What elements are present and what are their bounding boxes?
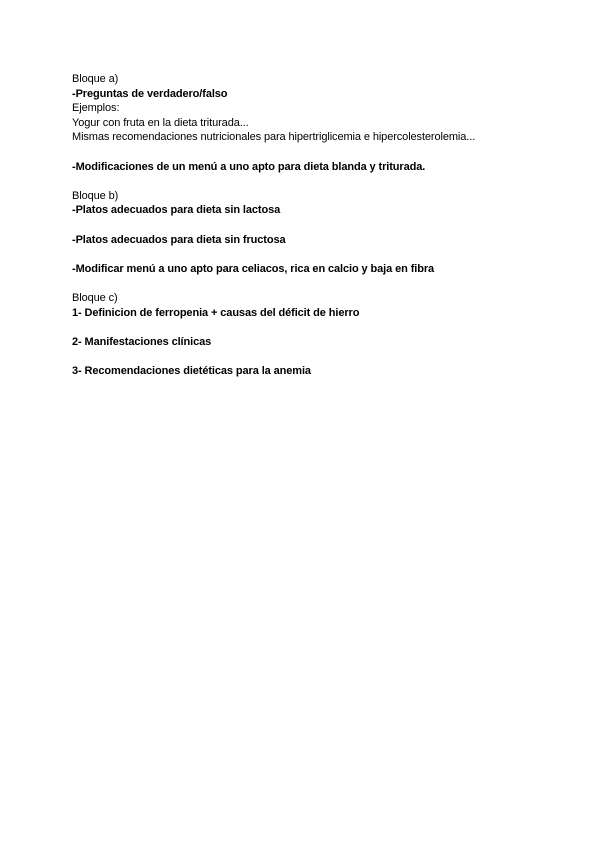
spacer	[72, 247, 572, 262]
spacer	[72, 218, 572, 233]
document-content	[72, 72, 572, 378]
block-a-true-false-item: -Preguntas de verdadero/falso	[72, 87, 228, 100]
block-a-heading: Bloque a)	[72, 73, 119, 85]
block-b-fructose-item: -Platos adecuados para dieta sin fructosa	[72, 233, 286, 246]
block-c-item-1: 1- Definicion de ferropenia + causas del déficit de hierro	[72, 306, 360, 319]
spacer	[72, 174, 572, 189]
block-c-item-3: 3- Recomendaciones dietéticas para la anemia	[72, 364, 311, 377]
block-b-heading: Bloque b)	[72, 189, 119, 202]
block-a-menu-modification-item: -Modificaciones de un menú a uno apto para dieta blanda y triturada.	[72, 160, 426, 173]
spacer	[72, 145, 572, 160]
block-b-lactose-item: -Platos adecuados para dieta sin lactosa	[72, 204, 281, 217]
spacer	[72, 276, 572, 291]
block-c-heading: Bloque c)	[72, 291, 118, 304]
block-b-celiac-item: -Modificar menú a uno apto para celiacos, rica en calcio y baja en fibra	[72, 262, 435, 275]
spacer	[72, 349, 572, 364]
spacer	[72, 320, 572, 335]
block-a-example-1: Yogur con fruta en la dieta triturada...	[72, 116, 249, 129]
block-c-item-2: 2- Manifestaciones clínicas	[72, 335, 212, 348]
block-a-example-2: Mismas recomendaciones nutricionales para hipertriglicemia e hipercolesterolemia...	[72, 131, 476, 144]
block-a-examples-label: Ejemplos:	[72, 102, 120, 115]
